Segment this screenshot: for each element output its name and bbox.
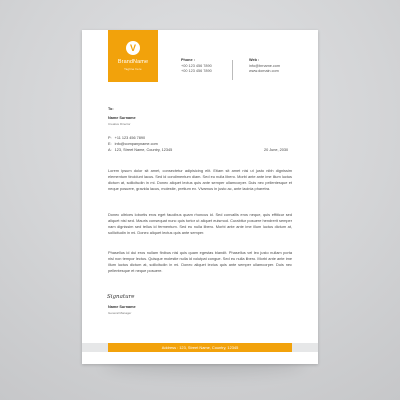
phone-line-2: +00 123 456 7890	[181, 69, 212, 73]
letter-date: 20 June, 2030	[264, 148, 289, 152]
letterhead-page	[82, 30, 318, 364]
header-web-block	[249, 58, 280, 74]
footer-bar	[82, 343, 318, 352]
signatory-name: Name Surname	[108, 305, 136, 309]
brand-tagline: Tagline here	[124, 67, 142, 71]
brand-name: BrandName	[117, 59, 149, 65]
web-line-1: info@brname.com	[249, 64, 281, 68]
footer-grey-right	[292, 343, 318, 352]
address-label: A:	[108, 148, 112, 152]
web-line-2: www.domain.com	[249, 69, 279, 73]
body-paragraph-1: Lorem ipsum dolor sit amet, consectetur adipisicing elit. Etiam sit amet nisi ut justo nibh dignissim elementum tincidunt lacus. Sed id condimentum diam. Sed eu nulla libero. Morbi ante ante ime illum luctus dictum at, sollicitudin in mi. Donec aliquet lectus quis ante semper ullamcorper. Duis nec pellentesque et neque posuere, gravida lacus, molestie, pretium ex. Vivamus in justo ac, ante lacinia pharetra.	[108, 168, 292, 191]
recipient-phone-row	[108, 136, 145, 140]
body-paragraph-2: Donec ultrices lobortis eros eget faucibus quam rhoncus id. Sed convallis eros neque, quis effiticur sed aliquet nisl sed. Mauris consequat nunc quis tortor ut aliquet euismod. Curabitur posuere hendrerit semper nam dignissim sed tellus id fermentum. Sed eu nulla libero. Morbi ante ante ime illum luctus dictum at, sollicitudin in mi. Donec aliquet lectus quis ante semper.	[108, 212, 292, 235]
body-paragraph-3: Phasellus id dui eros nullam finibus nisl quis quam egestas blandit. Phasellus vel leo justo nullam porta nisl non tempor lectus. Quisque molestie nulla id volutpat congue. Sed eu nulla libero. Morbi ante ante ime illum luctus dictum at, sollicitudin in mi. Donec aliquet lectus quis ante semper ullamcorper. Duis nec pellentesque et neque posuere.	[108, 250, 292, 273]
email-label: E:	[108, 142, 112, 146]
recipient-email: info@companyname.com	[114, 142, 158, 146]
recipient-email-row	[108, 142, 158, 146]
signatory-title: General Manager	[108, 311, 132, 315]
recipient-address-row	[108, 148, 172, 152]
brand-logo-block	[108, 30, 158, 82]
header-phone-block	[181, 58, 212, 74]
header-divider	[232, 60, 233, 80]
recipient-title: Creative Director	[108, 122, 131, 126]
recipient-address: 123, Street Name, Country, 12345	[114, 148, 173, 152]
web-heading: Web :	[249, 58, 260, 62]
signature-script: Signature	[107, 294, 135, 300]
to-label: To:	[108, 107, 114, 111]
phone-heading: Phone :	[181, 58, 195, 62]
footer-address: Address : 123, Street Name, Country, 12345	[108, 343, 292, 352]
recipient-name: Name Surname	[108, 116, 136, 120]
footer-grey-left	[82, 343, 108, 352]
recipient-phone: +11 123 456 7890	[114, 136, 146, 140]
phone-line-1: +00 123 456 7890	[181, 64, 212, 68]
phone-label: P:	[108, 136, 112, 140]
brand-logo-icon: V	[126, 41, 140, 55]
